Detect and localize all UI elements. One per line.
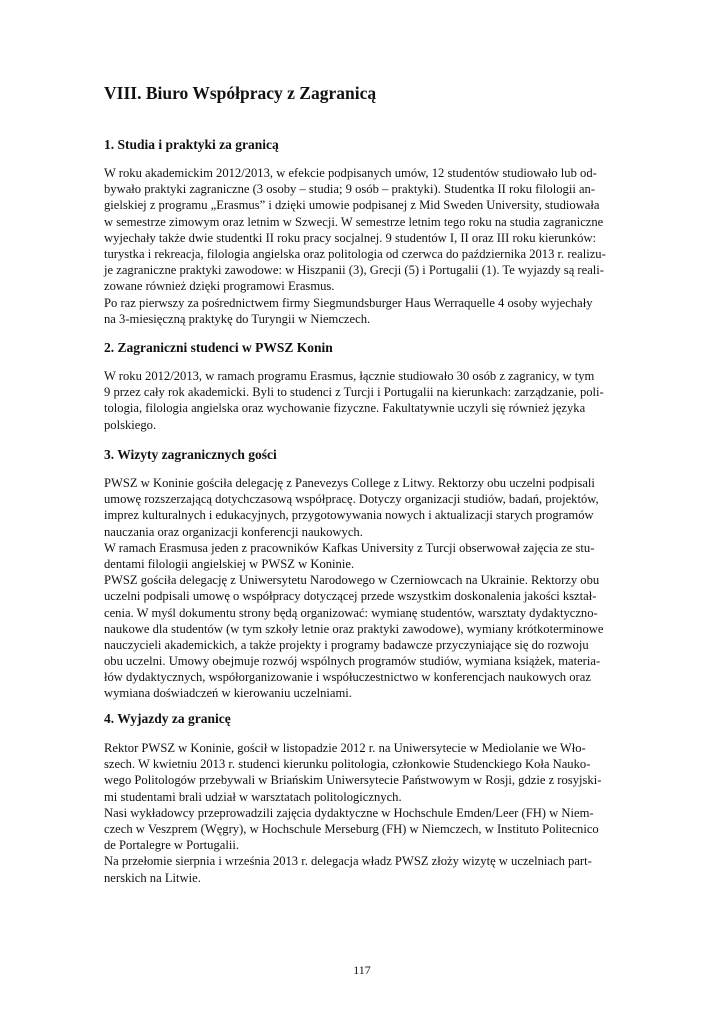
text-line: czech w Veszprem (Węgry), w Hochschule Merseburg (FH) w Niemczech, w Instituto Politecnico: [104, 821, 599, 836]
text-line: tologia, filologia angielska oraz wychowanie fizyczne. Fakultatywnie uczyli się również języka: [104, 401, 586, 416]
text-line: PWSZ gościła delegację z Uniwersytetu Narodowego w Czerniowcach na Ukrainie. Rektorzy obu: [104, 573, 600, 588]
text-line: Na przełomie sierpnia i września 2013 r. delegacja władz PWSZ złoży wizytę w uczelniach part-: [104, 854, 592, 869]
section-1-body: [104, 165, 644, 327]
text-line: bywało praktyki zagraniczne (3 osoby – studia; 9 osób – praktyki). Studentka II roku filologii an-: [104, 182, 596, 197]
section-3-body: [104, 475, 644, 702]
text-line: nauczania oraz organizacji konferencji naukowych.: [104, 524, 363, 539]
text-line: PWSZ w Koninie gościła delegację z Panevezys College z Litwy. Rektorzy obu uczelni podpisali: [104, 476, 595, 490]
text-line: umowę rozszerzającą dotychczasową współpracę. Dotyczy organizacji studiów, badań, projektów,: [104, 492, 599, 507]
chapter-title: VIII. Biuro Współpracy z Zagranicą: [104, 83, 377, 103]
text-line: de Portalegre w Portugalii.: [104, 838, 240, 853]
text-line: wego Politologów przebywali w Briańskim Uniwersytecie Państwowym w Rosji, gdzie z rosyjski-: [104, 773, 602, 788]
page-number: 117: [353, 963, 371, 977]
text-line: na 3-miesięczną praktykę do Turyngii w Niemczech.: [104, 311, 371, 326]
section-3-heading: 3. Wizyty zagranicznych gości: [104, 447, 277, 462]
text-line: szech. W kwietniu 2013 r. studenci kierunku politologia, członkowie Studenckiego Koła Nauko-: [104, 757, 591, 772]
text-line: w semestrze zimowym oraz letnim w Szwecji. W semestrze letnim tego roku na studia zagraniczne: [104, 214, 604, 229]
text-line: W ramach Erasmusa jeden z pracowników Kafkas University z Turcji obserwował zajęcia ze stu-: [104, 540, 595, 555]
text-line: 9 przez cały rok akademicki. Byli to studenci z Turcji i Portugalii na kierunkach: zarządzanie, poli-: [104, 385, 604, 400]
section-2-body: [104, 368, 644, 433]
text-line: dentami filologii angielskiej w PWSZ w Koninie.: [104, 556, 355, 571]
text-line: W roku 2012/2013, w ramach programu Erasmus, łącznie studiowało 30 osób z zagranicy, w tym: [104, 369, 595, 383]
text-line: je zagraniczne praktyki zawodowe: w Hiszpanii (3), Grecji (5) i Portugalii (1). Te wyjazdy są reali-: [104, 263, 604, 278]
text-line: uczelni podpisali umowę o współpracy dotyczącej przede wszystkim doskonalenia jakości kształ-: [104, 589, 597, 604]
text-line: Rektor PWSZ w Koninie, gościł w listopadzie 2012 r. na Uniwersytecie w Mediolanie we Wło-: [104, 741, 586, 755]
text-line: obu uczelni. Umowy obejmuje rozwój wspólnych programów studiów, wymiana książek, materia-: [104, 654, 601, 669]
text-line: mi studentami brali udział w warsztatach politologicznych.: [104, 789, 402, 804]
text-line: naukowe dla studentów (w tym szkoły letnie oraz praktyki zawodowe), wymiany krótkoterminowe: [104, 621, 604, 636]
text-line: cenia. W myśl dokumentu strony będą organizować: wymianę studentów, warsztaty dydaktyczno-: [104, 605, 598, 620]
section-2-heading: 2. Zagraniczni studenci w PWSZ Konin: [104, 340, 333, 355]
text-line: Nasi wykładowcy przeprowadzili zajęcia dydaktyczne w Hochschule Emden/Leer (FH) w Niem-: [104, 805, 594, 820]
section-4-body: [104, 740, 644, 886]
text-line: nerskich na Litwie.: [104, 870, 201, 885]
text-line: polskiego.: [104, 417, 157, 432]
text-line: wymiana doświadczeń w kierowaniu uczelniami.: [104, 686, 352, 701]
text-line: turystka i rekreacja, filologia angielska oraz politologia od czerwca do października 2013 r. realizu-: [104, 246, 606, 261]
section-1-heading: 1. Studia i praktyki za granicą: [104, 137, 279, 152]
text-line: gielskiej z programu „Erasmus” i dzięki umowie podpisanej z Mid Sweden University, studiowała: [104, 198, 600, 213]
text-line: Po raz pierwszy za pośrednictwem firmy Siegmundsburger Haus Werraquelle 4 osoby wyjechały: [104, 295, 593, 310]
text-line: imprez kulturalnych i edukacyjnych, przygotowywania nowych i aktualizacji starych programów: [104, 508, 594, 523]
text-line: nauczycieli akademickich, a także projekty i programy badawcze przyczyniające się do rozwoju: [104, 637, 589, 652]
section-4-heading: 4. Wyjazdy za granicę: [104, 711, 231, 726]
text-line: łów dydaktycznych, współorganizowanie i współuczestnictwo w konferencjach naukowych oraz: [104, 670, 591, 685]
text-line: wyjechały także dwie studentki II roku pracy socjalnej. 9 studentów I, II oraz III roku kierunków:: [104, 230, 597, 245]
text-line: W roku akademickim 2012/2013, w efekcie podpisanych umów, 12 studentów studiowało lub od-: [104, 166, 597, 180]
text-line: zowane również dzięki programowi Erasmus.: [104, 279, 335, 294]
